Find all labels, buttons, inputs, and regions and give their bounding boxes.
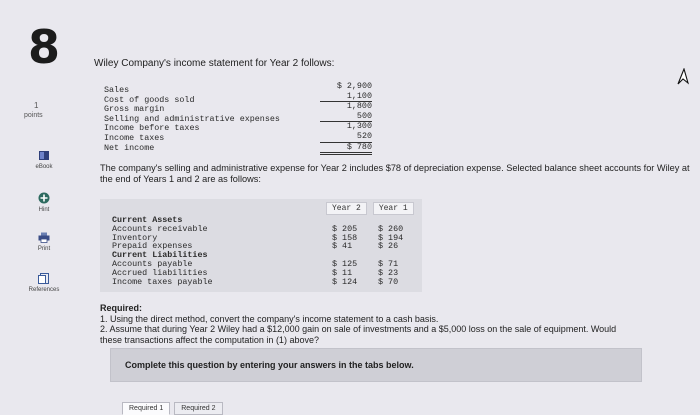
points-label: points	[24, 112, 43, 119]
references-icon	[38, 273, 50, 284]
print-button[interactable]	[14, 232, 74, 252]
ebook-label: eBook	[35, 164, 53, 170]
required-item-1: 1. Using the direct method, convert the company's income statement to a cash basis.	[100, 313, 439, 324]
year-1-value: $ 71	[378, 258, 399, 269]
year-1-value: $ 26	[378, 241, 399, 252]
income-value: 500	[320, 112, 372, 123]
income-value: 1,300	[346, 121, 372, 132]
income-value: $ 2,900	[336, 81, 372, 91]
account-label: Prepaid expenses	[112, 241, 193, 252]
required-item-2: 2. Assume that during Year 2 Wiley had a $12,000 gain on sale of investments and a $5,000 loss on the sale of equipment. Would	[100, 324, 617, 334]
instruction-text: Complete this question by entering your answers in the tabs below.	[125, 360, 414, 370]
income-value: 520	[320, 132, 372, 143]
income-statement-values	[320, 82, 372, 155]
tab-required-2[interactable]: Required 2	[174, 402, 222, 415]
year-2-value: $ 124	[332, 276, 358, 287]
section-current-assets: Current Assets	[112, 215, 183, 225]
year-1-value: $ 23	[378, 267, 399, 278]
income-value: $ 780	[320, 143, 372, 156]
income-line-label: Net income	[104, 142, 155, 153]
year-2-value: $ 41	[332, 241, 353, 252]
mouse-cursor-icon	[674, 68, 690, 88]
account-label: Accounts payable	[112, 258, 193, 269]
account-label: Income taxes payable	[112, 276, 213, 287]
year-2-value: $ 11	[332, 267, 353, 278]
section-current-liabilities: Current Liabilities	[112, 250, 208, 261]
intro-text: Wiley Company's income statement for Year 2 follows:	[94, 58, 335, 69]
references-label: References	[28, 287, 60, 293]
year-1-value: $ 70	[378, 276, 399, 287]
ebook-icon	[38, 150, 50, 161]
references-button[interactable]	[14, 273, 74, 293]
balance-sheet-header	[326, 202, 414, 215]
print-label: Print	[37, 246, 51, 252]
question-content	[92, 0, 700, 415]
required-section	[100, 303, 700, 345]
year-2-value: $ 205	[332, 223, 358, 234]
question-sidebar	[0, 0, 92, 415]
income-line-label: Gross margin	[104, 104, 165, 115]
year-2-value: $ 158	[332, 232, 358, 243]
income-line-label: Income before taxes	[104, 123, 200, 134]
print-icon	[38, 232, 50, 243]
year-1-header: Year 1	[373, 202, 414, 215]
income-value: 1,800	[346, 101, 372, 112]
question-paragraph: The company's selling and administrative expense for Year 2 includes $78 of depreciation expense. Selected balance sheet accounts for Wiley at the end of Years 1 and 2 are as follows:	[100, 163, 690, 184]
income-statement-labels	[104, 86, 280, 153]
hint-label: Hint	[38, 207, 50, 213]
year-1-value: $ 194	[378, 232, 404, 243]
required-heading: Required:	[100, 303, 143, 313]
income-line-label: Sales	[104, 85, 130, 95]
year-2-column	[332, 225, 357, 287]
year-1-column	[378, 225, 403, 287]
ebook-button[interactable]	[14, 150, 74, 170]
points-value: 1	[34, 101, 39, 110]
year-2-value: $ 125	[332, 258, 358, 269]
question-number: 8	[28, 20, 61, 74]
hint-icon	[38, 192, 50, 204]
tab-required-1[interactable]: Required 1	[122, 402, 170, 415]
required-item-2-continued: these transactions affect the computation in (1) above?	[100, 334, 319, 345]
balance-sheet-labels	[112, 216, 213, 286]
income-value: 1,100	[320, 92, 372, 103]
instruction-box	[110, 348, 642, 382]
income-line-label: Income taxes	[104, 132, 165, 143]
income-line-label: Cost of goods sold	[104, 94, 195, 105]
account-label: Inventory	[112, 232, 158, 243]
account-label: Accrued liabilities	[112, 267, 208, 278]
income-line-label: Selling and administrative expenses	[104, 113, 280, 124]
year-1-value: $ 260	[378, 223, 404, 234]
answer-tabs	[122, 402, 223, 415]
year-2-header: Year 2	[326, 202, 367, 215]
hint-button[interactable]	[14, 192, 74, 213]
account-label: Accounts receivable	[112, 223, 208, 234]
